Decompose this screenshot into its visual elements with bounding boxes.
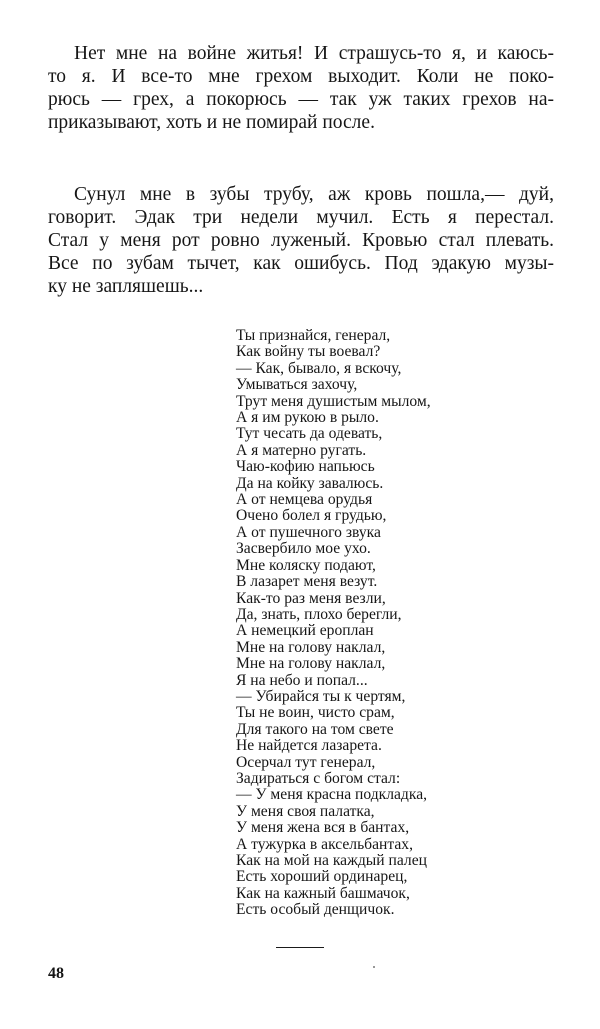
poem-verse: Да, знать, плохо берегли, (236, 605, 402, 623)
poem-verse: Мне коляску подают, (236, 556, 376, 574)
prose-line: Нет мне на войне житья! И страшусь-то я, и каюсь- (74, 43, 554, 64)
poem-verse: А от пушечного звука (236, 523, 381, 541)
poem-verse: Умываться захочу, (236, 376, 358, 394)
prose-line: приказывают, хоть и не помирай после. (48, 112, 375, 133)
prose-line: то я. И все-то мне грехом выходит. Коли не поко- (48, 66, 554, 87)
poem-verse: А немецкий ероплан (236, 622, 374, 640)
prose-paragraph-2 (48, 183, 554, 298)
poem-verse: Очено болел я грудью, (236, 507, 387, 525)
poem-verse: — Убирайся ты к чертям, (236, 687, 406, 705)
poem-verse: — У меня красна подкладка, (236, 786, 428, 804)
poem-verse: А я им рукою в рыло. (236, 409, 379, 427)
poem-verse: Осерчал тут генерал, (236, 753, 376, 771)
poem-verse: Есть особый денщичок. (236, 901, 395, 919)
poem-stanza (236, 328, 536, 919)
section-divider (276, 947, 324, 948)
poem-verse: Задираться с богом стал: (236, 769, 401, 787)
poem-verse: Как-то раз меня везли, (236, 589, 386, 607)
prose-paragraph-1 (48, 42, 554, 134)
prose-line: Все по зубам тычет, как ошибусь. Под эдакую музы- (48, 253, 554, 274)
poem-verse: Я на небо и попал... (236, 671, 368, 689)
poem-verse: Мне на голову наклал, (236, 638, 386, 656)
poem-verse: Чаю-кофию напьюсь (236, 458, 375, 476)
poem-verse: Как войну ты воевал? (236, 343, 381, 361)
prose-line: рюсь — грех, а покорюсь — так уж таких грехов на- (48, 89, 554, 110)
poem-verse: Не найдется лазарета. (236, 737, 382, 755)
poem-verse: А от немцева орудья (236, 491, 373, 509)
poem-verse: У меня жена вся в бантах, (236, 819, 410, 837)
poem-verse: Для такого на том свете (236, 720, 394, 738)
poem-verse: А тужурка в аксельбантах, (236, 835, 414, 853)
poem-verse: Есть хороший ординарец, (236, 868, 408, 886)
poem-verse: — Как, бывало, я вскочу, (236, 359, 402, 377)
page-number: 48 (48, 965, 64, 982)
poem-verse: Мне на голову наклал, (236, 655, 386, 673)
poem-verse: Ты признайся, генерал, (236, 327, 391, 344)
prose-line: ку не запляшешь... (48, 276, 204, 297)
poem-verse: Засвербило мое ухо. (236, 540, 371, 558)
poem-verse: У меня своя палатка, (236, 802, 375, 820)
prose-line: говорит. Эдак три недели мучил. Есть я перестал. (48, 207, 554, 228)
prose-line: Сунул мне в зубы трубу, аж кровь пошла,— дуй, (74, 184, 554, 205)
print-speck (373, 966, 375, 968)
poem-verse: Ты не воин, чисто срам, (236, 704, 395, 722)
prose-line: Стал у меня рот ровно луженый. Кровью стал плевать. (48, 230, 554, 251)
poem-verse: Как на кажный башмачок, (236, 884, 410, 902)
poem-verse: Как на мой на каждый палец (236, 852, 427, 869)
poem-verse: А я матерно ругать. (236, 441, 367, 459)
poem-verse: Трут меня душистым мылом, (236, 392, 431, 410)
poem-verse: Тут чесать да одевать, (236, 425, 383, 443)
poem-verse: Да на койку завалюсь. (236, 474, 384, 492)
poem-verse: В лазарет меня везут. (236, 573, 378, 591)
